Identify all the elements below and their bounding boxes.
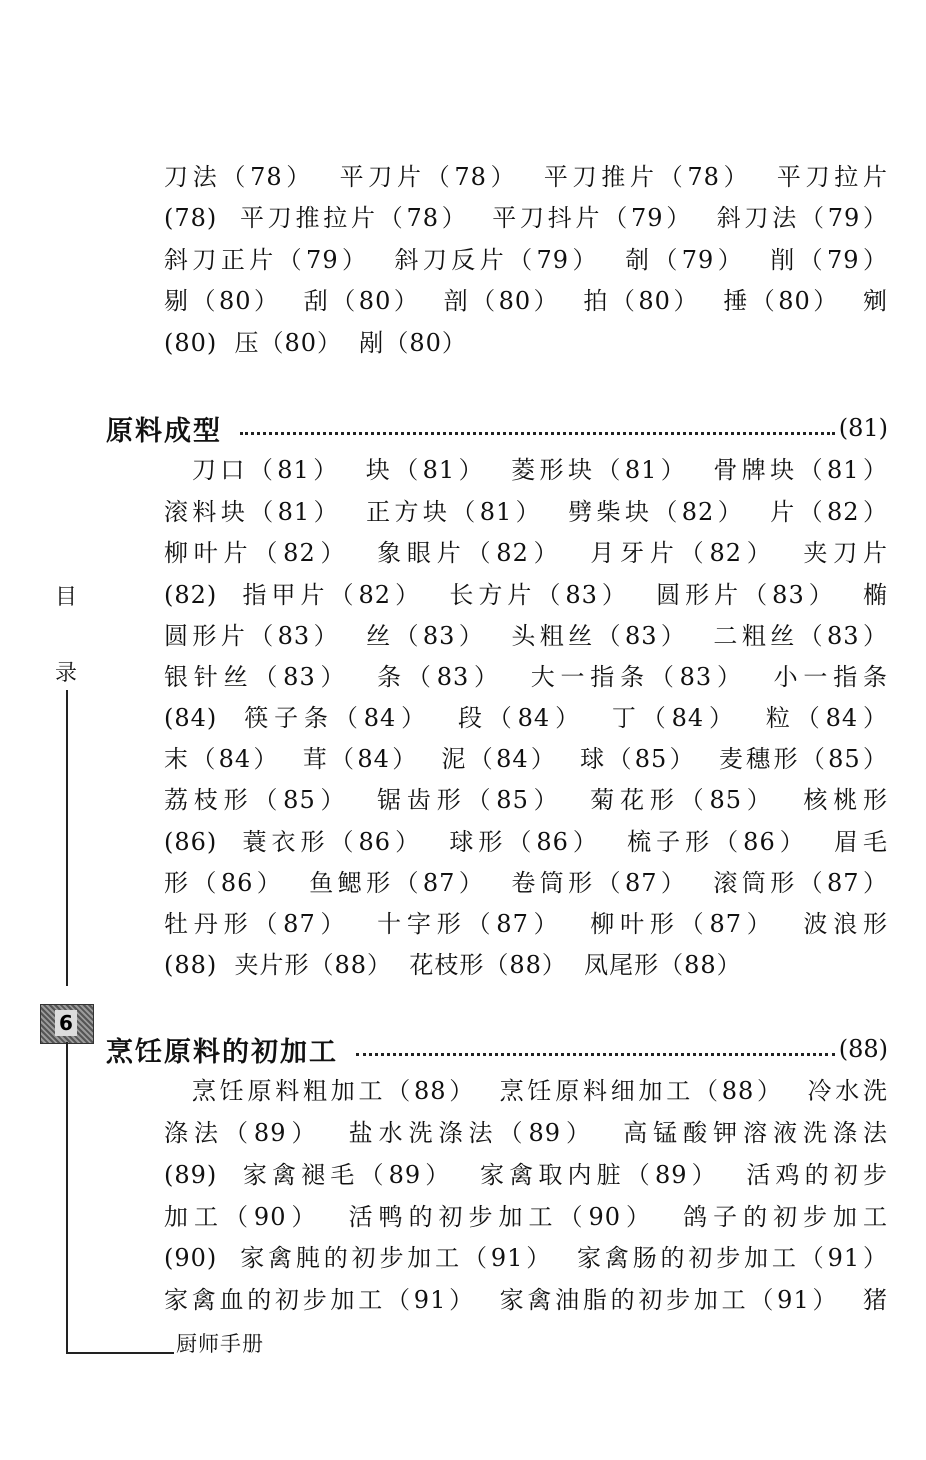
section-heading-preliminary-processing [106, 1027, 888, 1071]
sidebar-label-lu: 录 [54, 661, 77, 686]
toc-line: (84) 筷子条（84） 段（84） 丁（84） 粒（84） [164, 704, 888, 732]
toc-line: (86) 蓑衣形（86） 球形（86） 梳子形（86） 眉毛 [164, 828, 888, 856]
toc-line: (89) 家禽褪毛（89） 家禽取内脏（89） 活鸡的初步 [164, 1161, 888, 1189]
toc-line: 涤法（89） 盐水洗涤法（89） 高锰酸钾溶液洗涤法 [164, 1119, 888, 1147]
toc-line: 烹饪原料粗加工（88） 烹饪原料细加工（88） 冷水洗 [192, 1077, 888, 1105]
toc-line: (82) 指甲片（82） 长方片（83） 圆形片（83） 椭 [164, 581, 888, 609]
book-title: 厨师手册 [176, 1332, 264, 1356]
section-title: 原料成型 [106, 415, 222, 447]
footer-rule [66, 1352, 174, 1354]
toc-line: (88) 夹片形（88） 花枝形（88） 凤尾形（88） [164, 951, 742, 979]
section-title: 烹饪原料的初加工 [106, 1036, 338, 1068]
toc-line: (90) 家禽肫的初步加工（91） 家禽肠的初步加工（91） [164, 1244, 888, 1272]
toc-line: 加工（90） 活鸭的初步加工（90） 鸽子的初步加工 [164, 1203, 888, 1231]
page-number-badge [40, 1004, 94, 1044]
page-number: 6 [55, 1010, 77, 1036]
toc-line: 圆形片（83） 丝（83） 头粗丝（83） 二粗丝（83） [164, 622, 888, 650]
toc-line: (80) 压（80） 剐（80） [164, 329, 467, 357]
section-page-number: (81) [838, 414, 888, 442]
toc-line: 柳叶片（82） 象眼片（82） 月牙片（82） 夹刀片 [164, 539, 888, 567]
toc-line: 家禽血的初步加工（91） 家禽油脂的初步加工（91） 猪 [164, 1286, 888, 1314]
toc-line: 牡丹形（87） 十字形（87） 柳叶形（87） 波浪形 [164, 910, 888, 938]
leader-dots [240, 432, 835, 435]
sidebar-rule-lower [66, 1042, 68, 1354]
toc-line: 银针丝（83） 条（83） 大一指条（83） 小一指条 [164, 663, 888, 691]
toc-line: 末（84） 茸（84） 泥（84） 球（85） 麦穗形（85） [164, 745, 888, 773]
toc-line: 斜刀正片（79） 斜刀反片（79） 剞（79） 削（79） [164, 246, 888, 274]
toc-line: 荔枝形（85） 锯齿形（85） 菊花形（85） 核桃形 [164, 786, 888, 814]
sidebar-label-mu: 目 [54, 585, 77, 610]
leader-dots [356, 1053, 835, 1056]
toc-line: (78) 平刀推拉片（78） 平刀抖片（79） 斜刀法（79） [164, 204, 888, 232]
section-heading-shaping [106, 406, 888, 450]
toc-line: 滚料块（81） 正方块（81） 劈柴块（82） 片（82） [164, 498, 888, 526]
sidebar-rule-upper [66, 690, 68, 986]
section-page-number: (88) [838, 1035, 888, 1063]
toc-line: 刀口（81） 块（81） 菱形块（81） 骨牌块（81） [192, 456, 888, 484]
toc-line: 刀法（78） 平刀片（78） 平刀推片（78） 平刀拉片 [164, 163, 888, 191]
toc-line: 形（86） 鱼鳃形（87） 卷筒形（87） 滚筒形（87） [164, 869, 888, 897]
toc-line: 剔（80） 刮（80） 剖（80） 拍（80） 捶（80） 剜 [164, 287, 888, 315]
